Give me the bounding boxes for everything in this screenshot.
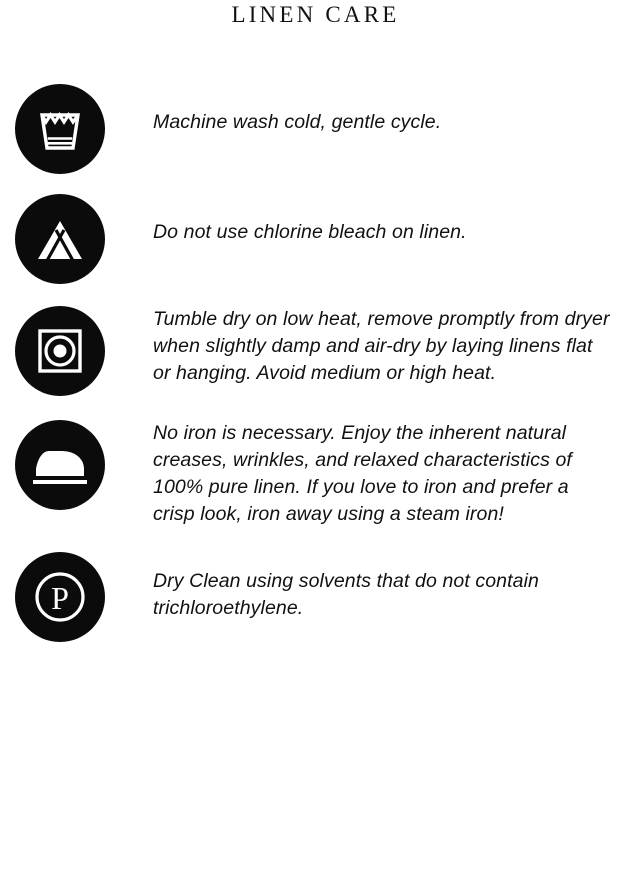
list-item xyxy=(0,420,631,528)
care-instruction-list xyxy=(0,84,631,642)
dry-clean-p-icon xyxy=(29,566,91,628)
care-instruction-text: No iron is necessary. Enjoy the inherent natural creases, wrinkles, and relaxed characteristics of 100% pure linen. If you love to iron and prefer a crisp look, iron away using a steam iron! xyxy=(153,422,572,525)
iron-icon xyxy=(29,439,91,491)
icon-cell xyxy=(8,420,112,510)
list-item xyxy=(0,552,631,642)
icon-cell xyxy=(8,552,112,642)
svg-text:P: P xyxy=(51,580,69,616)
machine-wash-badge xyxy=(15,84,105,174)
care-instruction-text: Tumble dry on low heat, remove promptly from dryer when slightly damp and air-dry by laying linens flat or hanging. Avoid medium or high heat. xyxy=(153,308,610,384)
care-instruction-text: Dry Clean using solvents that do not contain trichloroethylene. xyxy=(153,570,539,619)
icon-cell xyxy=(8,194,112,284)
dry-clean-badge xyxy=(15,552,105,642)
page-title: LINEN CARE xyxy=(231,2,400,27)
tumble-dry-icon xyxy=(31,322,89,380)
machine-wash-icon xyxy=(31,100,89,158)
list-item xyxy=(0,306,631,396)
list-item xyxy=(0,84,631,174)
icon-cell xyxy=(8,306,112,396)
icon-cell xyxy=(8,84,112,174)
iron-badge xyxy=(15,420,105,510)
list-item xyxy=(0,194,631,284)
do-not-bleach-badge xyxy=(15,194,105,284)
care-instruction-text: Machine wash cold, gentle cycle. xyxy=(153,111,442,133)
do-not-bleach-icon xyxy=(30,210,90,268)
tumble-dry-badge xyxy=(15,306,105,396)
care-instruction-text: Do not use chlorine bleach on linen. xyxy=(153,221,467,243)
